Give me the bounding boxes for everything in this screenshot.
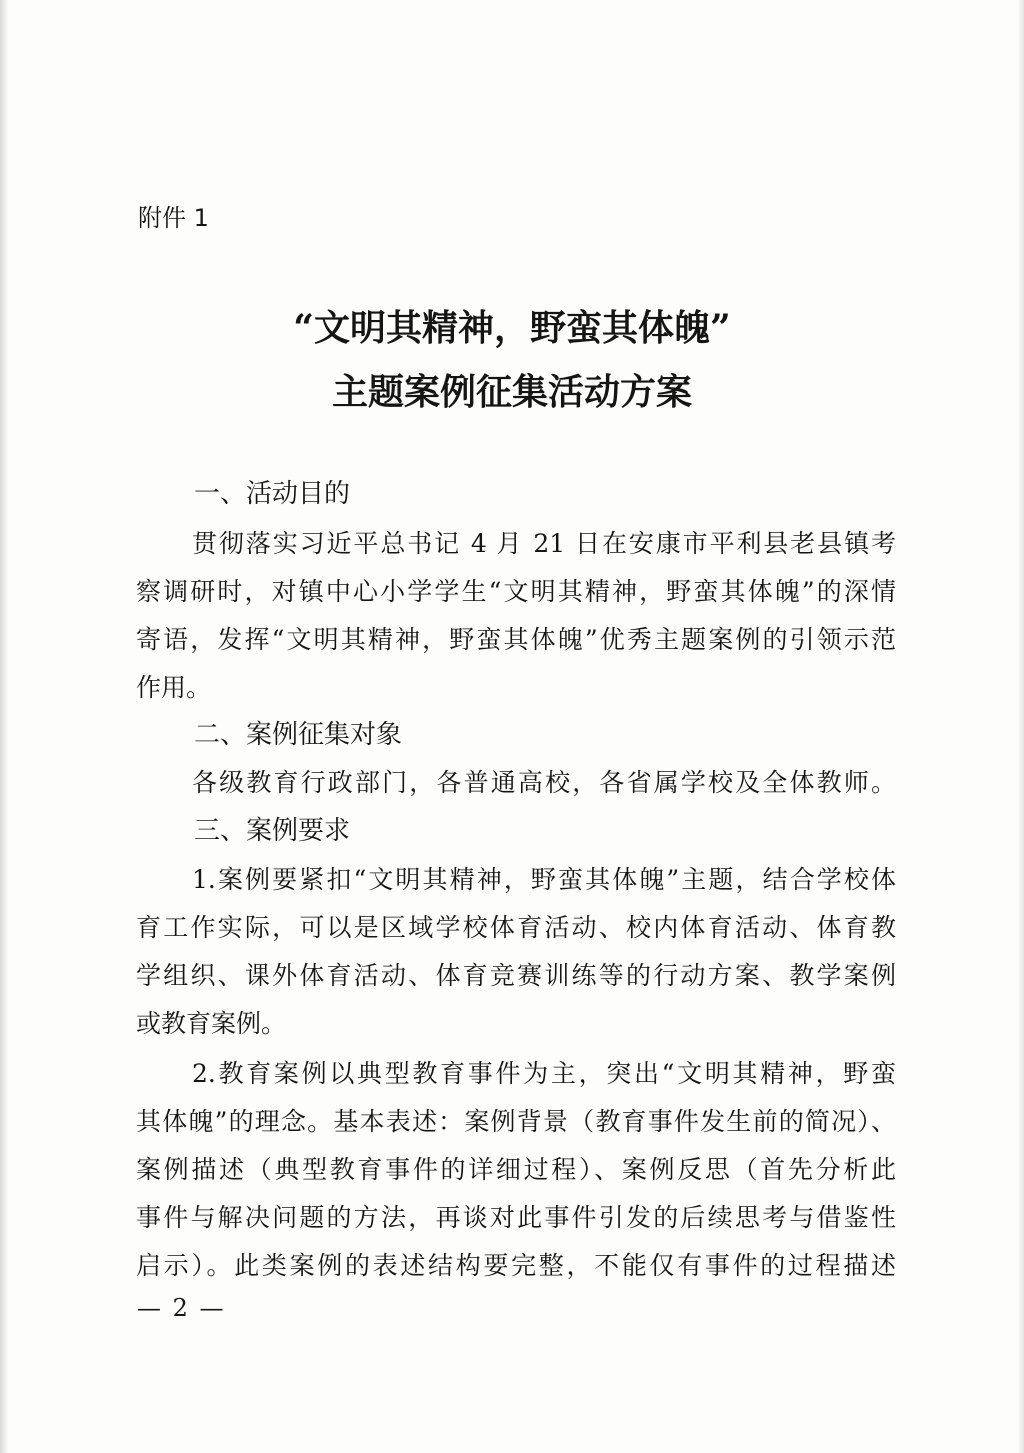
body-line: 1.案例要紧扣“文明其精神，野蛮其体魄”主题，结合学校体	[192, 865, 896, 894]
body-line: 寄语，发挥“文明其精神，野蛮其体魄”优秀主题案例的引领示范	[136, 625, 896, 654]
body-line: 2.教育案例以典型教育事件为主，突出“文明其精神，野蛮	[192, 1059, 896, 1088]
body-line: 察调研时，对镇中心小学学生“文明其精神，野蛮其体魄”的深情	[136, 577, 896, 606]
page-number: — 2 —	[137, 1294, 226, 1322]
body-line: 案例描述（典型教育事件的详细过程）、案例反思（首先分析此	[136, 1155, 896, 1184]
body-line: 或教育案例。	[136, 1009, 287, 1038]
body-line: 学组织、课外体育活动、体育竞赛训练等的行动方案、教学案例	[136, 961, 896, 990]
section-heading-audience: 二、案例征集对象	[194, 720, 403, 750]
scan-edge-right	[1018, 0, 1024, 1453]
document-title-line-1: “文明其精神，野蛮其体魄”	[293, 307, 731, 349]
body-line: 贯彻落实习近平总书记 4 月 21 日在安康市平利县老县镇考	[192, 529, 896, 558]
annex-label: 附件 1	[138, 204, 209, 232]
body-line: 作用。	[136, 673, 212, 702]
document-title-line-2: 主题案例征集活动方案	[331, 371, 692, 413]
scan-edge-left	[0, 0, 8, 1453]
section-heading-requirements: 三、案例要求	[194, 816, 351, 846]
section-heading-purpose: 一、活动目的	[194, 479, 351, 509]
body-line: 育工作实际，可以是区域学校体育活动、校内体育活动、体育教	[136, 913, 896, 942]
body-line: 其体魄”的理念。基本表述：案例背景（教育事件发生前的简况）、	[136, 1107, 896, 1136]
body-line: 各级教育行政部门，各普通高校，各省属学校及全体教师。	[192, 768, 896, 797]
body-line: 启示）。此类案例的表述结构要完整，不能仅有事件的过程描述	[136, 1251, 896, 1280]
body-line: 事件与解决问题的方法，再谈对此事件引发的后续思考与借鉴性	[136, 1203, 896, 1232]
